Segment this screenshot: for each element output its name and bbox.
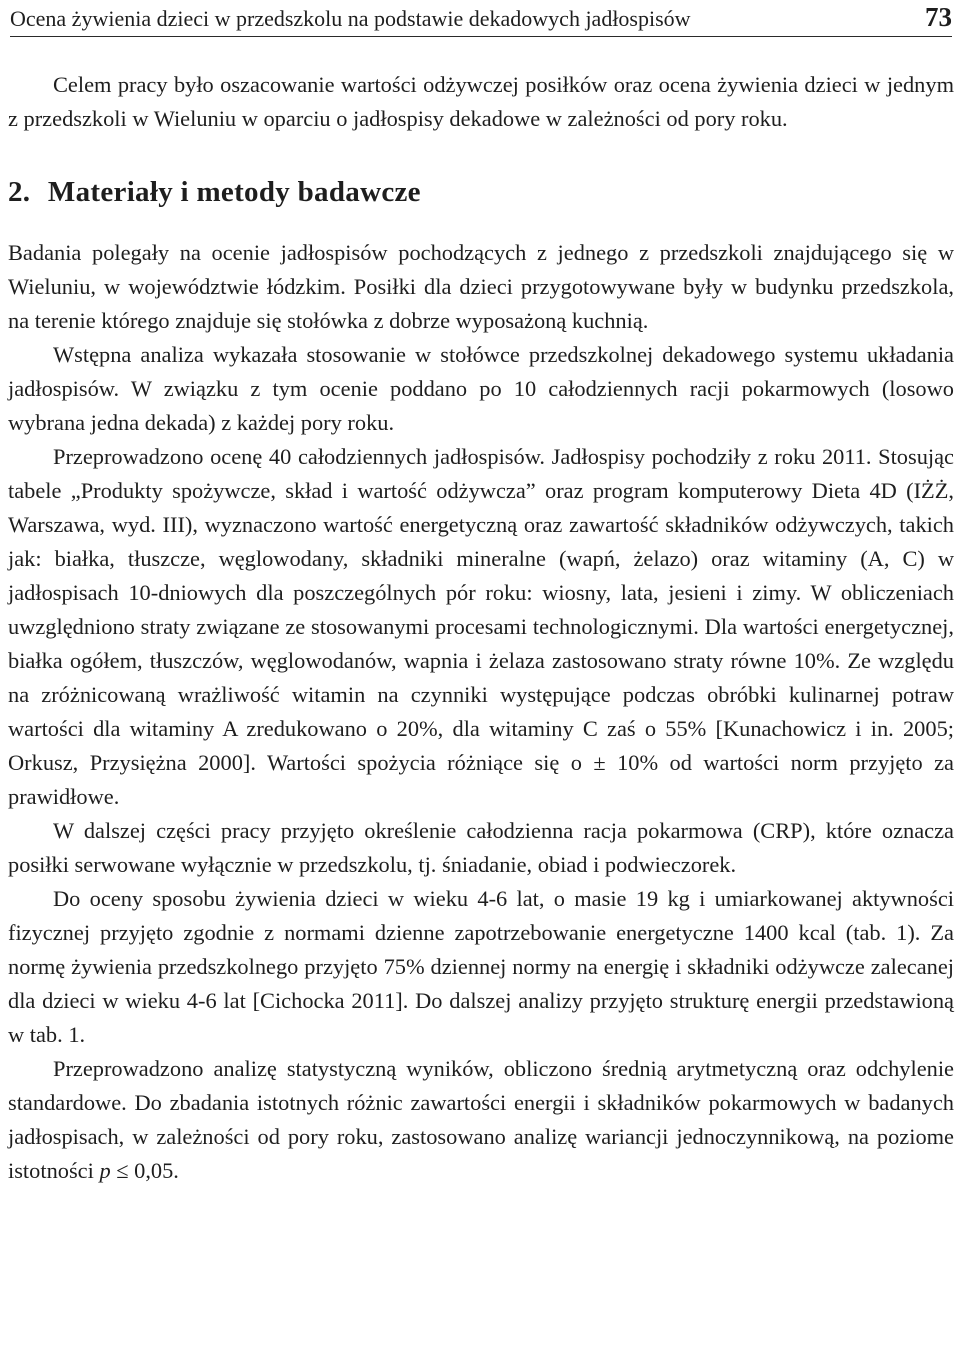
running-title: Ocena żywienia dzieci w przedszkolu na podstawie dekadowych jadłospisów xyxy=(10,6,691,31)
body-paragraph: Badania polegały na ocenie jadłospisów pochodzących z jednego z przedszkoli znajdującego się w Wieluniu, w województwie łódzkim. Posiłki dla dzieci przygotowywane były w budynku przedszkola, na terenie którego znajduje się stołówka z dobrze wyposażoną kuchnią. xyxy=(8,240,954,333)
page-number: 73 xyxy=(925,2,952,32)
body-paragraph: Wstępna analiza wykazała stosowanie w stołówce przedszkolnej dekadowego systemu układania jadłospisów. W związku z tym ocenie poddano po 10 całodziennych racji pokarmowych (losowo wybrana jedna dekada) z każdej pory roku. xyxy=(8,342,954,435)
body-paragraph: W dalszej części pracy przyjęto określenie całodzienna racja pokarmowa (CRP), które oznacza posiłki serwowane wyłącznie w przedszkolu, tj. śniadanie, obiad i podwieczorek. xyxy=(8,818,954,877)
last-paragraph-text: Przeprowadzono analizę statystyczną wyników, obliczono średnią arytmetyczną oraz odchylenie standardowe. Do zbadania istotnych różnic zawartości energii i składników pokarmowych w badanych jadłospisach, w zależności od pory roku, zastosowano analizę wariancji jednoczynnikową, na poziome istotności xyxy=(8,1056,954,1183)
significance-symbol: p xyxy=(99,1158,111,1183)
running-header xyxy=(10,0,952,37)
section-number: 2. xyxy=(8,176,31,208)
page-content xyxy=(8,68,954,1188)
section-heading xyxy=(8,174,954,210)
section-title: Materiały i metody badawcze xyxy=(47,176,421,208)
significance-level: ≤ 0,05. xyxy=(110,1158,179,1183)
body-paragraph: Przeprowadzono ocenę 40 całodziennych jadłospisów. Jadłospisy pochodziły z roku 2011. Stosując tabele „Produkty spożywcze, skład i wartość odżywcza” oraz program komputerowy Dieta 4D (IŻŻ, Warszawa, wyd. III), wyznaczono wartość energetyczną oraz zawartość składników odżywczych, takich jak: białka, tłuszcze, węglowodany, składniki mineralne (wapń, żelazo) oraz witaminy (A, C) w jadłospisach 10-dniowych dla poszczególnych pór roku: wiosny, lata, jesieni i zimy. W obliczeniach uwzględniono straty związane ze stosowanymi procesami technologicznymi. Dla wartości energetycznej, białka ogółem, tłuszczów, węglowodanów, wapnia i żelaza zastosowano straty równe 10%. Ze względu na zróżnicowaną wrażliwość witamin na czynniki występujące podczas obróbki kulinarnej potraw wartości dla witaminy A zredukowano o 20%, dla witaminy C zaś o 55% [Kunachowicz i in. 2005; Orkusz, Przysiężna 2000]. Wartości spożycia różniące się o ± 10% od wartości norm przyjęto za prawidłowe. xyxy=(8,444,954,809)
intro-paragraph: Celem pracy było oszacowanie wartości odżywczej posiłków oraz ocena żywienia dzieci w jednym z przedszkoli w Wieluniu w oparciu o jadłospisy dekadowe w zależności od pory roku. xyxy=(8,72,954,131)
body-paragraph-last xyxy=(8,1052,954,1188)
body-paragraph: Do oceny sposobu żywienia dzieci w wieku 4-6 lat, o masie 19 kg i umiarkowanej aktywności fizycznej przyjęto zgodnie z normami dzienne zapotrzebowanie energetyczne 1400 kcal (tab. 1). Za normę żywienia przedszkolnego przyjęto 75% dziennej normy na energię i składniki odżywcze zalecanej dla dzieci w wieku 4-6 lat [Cichocka 2011]. Do dalszej analizy przyjęto strukturę energii przedstawioną w tab. 1. xyxy=(8,886,954,1047)
